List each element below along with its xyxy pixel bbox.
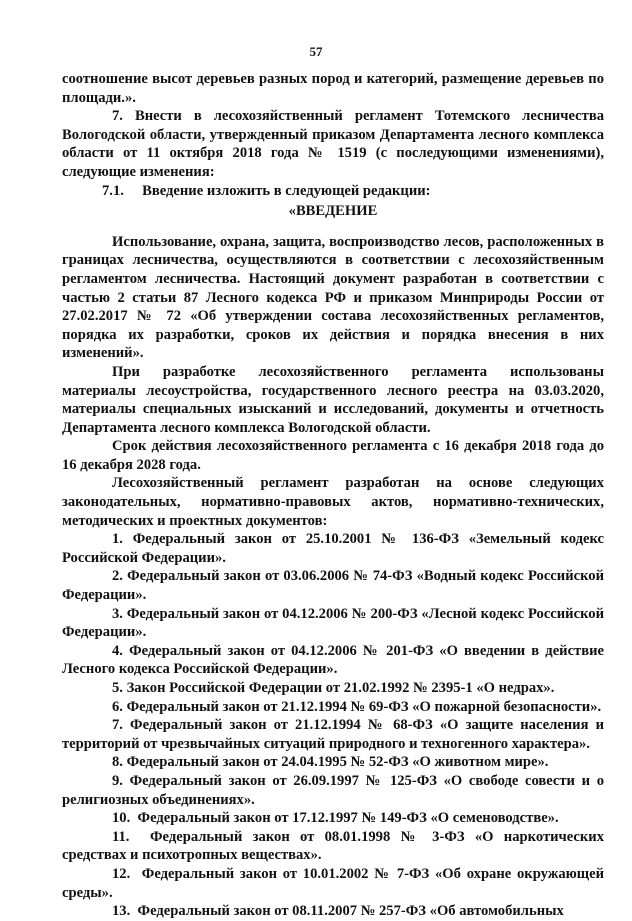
document-body (62, 70, 608, 921)
list-item: 8. Федеральный закон от 24.04.1995 № 52-ФЗ «О животном мире». (112, 754, 549, 771)
paragraph: Лесохозяйственный регламент разработан на основе следующих законодательных, нормативно-правовых актов, нормативно-технических, методических и проектных документов: (62, 475, 604, 529)
list-item: 5. Закон Российской Федерации от 21.02.1992 № 2395-1 «О недрах». (112, 680, 555, 696)
paragraph: 7. Внести в лесохозяйственный регламент Тотемского лесничества Вологодской области, утвержденный приказом Департамента лесного комплекса области от 11 октября 2018 года № 1519 (с последующими изменениями), следующие изменения: (62, 108, 604, 180)
section-heading: «ВВЕДЕНИЕ (288, 203, 378, 220)
list-item: 11. Федеральный закон от 08.01.1998 № 3-ФЗ «О наркотических средствах и психотропных веществах». (62, 828, 608, 864)
paragraph: 7.1. Введение изложить в следующей редакции: (102, 182, 431, 199)
list-item: 7. Федеральный закон от 21.12.1994 № 68-ФЗ «О защите населения и территорий от чрезвычайных ситуаций природного и техногенного характера». (62, 717, 604, 752)
list-item: 2. Федеральный закон от 03.06.2006 № 74-ФЗ «Водный кодекс Российской Федерации». (62, 568, 604, 604)
paragraph: соотношение высот деревьев разных пород и категорий, размещение деревьев по площади.». (62, 71, 604, 106)
page-number: 57 (309, 44, 323, 59)
list-item: 4. Федеральный закон от 04.12.2006 № 201-ФЗ «О введении в действие Лесного кодекса Российской Федерации». (62, 642, 604, 678)
list-item: 12. Федеральный закон от 10.01.2002 № 7-ФЗ «Об охране окружающей среды». (62, 865, 608, 901)
paragraph: Использование, охрана, защита, воспроизводство лесов, расположенных в границах лесничества, осуществляются в соответствии с лесохозяйственным регламентом лесничества. Настоящий документ разработан в соответствии с частью 2 статьи 87 Лесного кодекса РФ и приказом Минприроды России от 27.02.2017 № 72 «Об утверждении состава лесохозяйственных регламентов, порядка их разработки, сроков их действия и порядка внесения в них изменений». (62, 233, 604, 362)
list-item: 9. Федеральный закон от 26.09.1997 № 125-ФЗ «О свободе совести и о религиозных объединениях». (62, 772, 604, 808)
paragraph: Срок действия лесохозяйственного регламента с 16 декабря 2018 года до 16 декабря 2028 года. (62, 438, 604, 473)
list-item: 3. Федеральный закон от 04.12.2006 № 200-ФЗ «Лесной кодекс Российской Федерации». (62, 605, 604, 641)
list-item: 6. Федеральный закон от 21.12.1994 № 69-ФЗ «О пожарной безопасности». (112, 698, 602, 715)
paragraph: При разработке лесохозяйственного регламента использованы материалы лесоустройства, государственного лесного реестра на 03.03.2020, материалы специальных изысканий и исследований, документы и отчетность Департамента лесного комплекса Вологодской области. (62, 363, 604, 436)
list-item: 13. Федеральный закон от 08.11.2007 № 257-ФЗ «Об автомобильных (112, 903, 564, 920)
list-item: 10. Федеральный закон от 17.12.1997 № 149-ФЗ «О семеноводстве». (112, 810, 559, 827)
list-item: 1. Федеральный закон от 25.10.2001 № 136-ФЗ «Земельный кодекс Российской Федерации». (62, 531, 604, 566)
